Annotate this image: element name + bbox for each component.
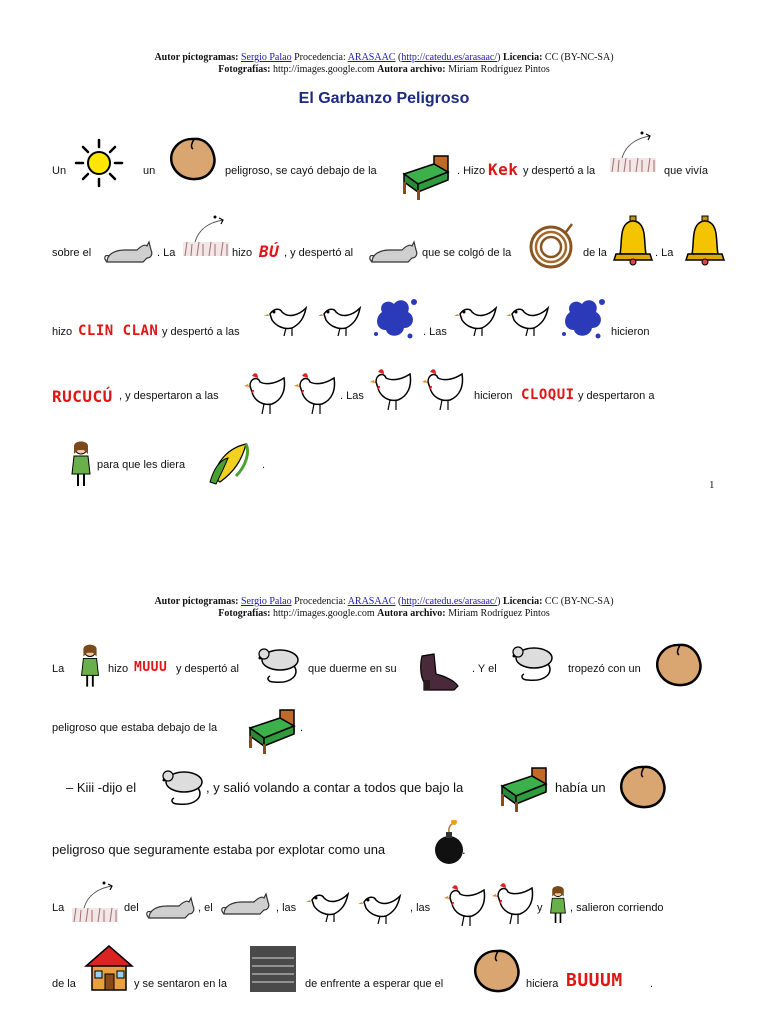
dove-icon bbox=[506, 294, 558, 340]
story-text: tropezó con un bbox=[568, 663, 641, 675]
credits-paren: ) bbox=[497, 596, 501, 607]
hen-icon bbox=[366, 364, 416, 414]
grass-icon bbox=[181, 214, 231, 264]
story-text: . Y el bbox=[472, 663, 497, 675]
rope-icon bbox=[526, 222, 576, 272]
story-text: . La bbox=[157, 247, 176, 259]
dove-icon bbox=[318, 294, 370, 340]
page-title: El Garbanzo Peligroso bbox=[298, 90, 470, 107]
hen-icon bbox=[240, 368, 290, 418]
url-link[interactable]: http://catedu.es/arasaac/ bbox=[401, 596, 498, 607]
credits-line-1 bbox=[0, 52, 768, 64]
story-text: . bbox=[262, 459, 266, 471]
bed-icon bbox=[498, 764, 552, 812]
story-text: y despertaron a bbox=[578, 390, 655, 402]
story-text: había un bbox=[555, 780, 606, 795]
credits-label: Procedencia: bbox=[294, 52, 346, 63]
story-text: que vivía bbox=[664, 165, 709, 177]
story-text: de la bbox=[52, 978, 76, 990]
credits-label: Licencia: bbox=[502, 596, 543, 607]
bench-icon bbox=[248, 944, 302, 998]
credits-paren: ( bbox=[397, 52, 402, 63]
source-link[interactable]: ARASAAC bbox=[347, 596, 396, 607]
dove-icon bbox=[264, 294, 316, 340]
hen-icon bbox=[488, 878, 538, 928]
bed-icon bbox=[400, 152, 454, 202]
story-text: . Las bbox=[340, 390, 364, 402]
source-link[interactable]: ARASAAC bbox=[347, 52, 396, 63]
sound-cloqui: CLOQUI bbox=[521, 387, 575, 403]
dove-icon bbox=[358, 882, 410, 928]
grass-icon bbox=[70, 880, 122, 932]
story-text: y despertó a la bbox=[523, 165, 596, 177]
story-text: peligroso que estaba debajo de la bbox=[52, 722, 218, 734]
credits-line-1 bbox=[0, 596, 768, 608]
chickpea-icon bbox=[470, 946, 524, 996]
file-author: Miriam Rodríguez Pintos bbox=[448, 64, 550, 75]
story-text: para que les diera bbox=[97, 459, 186, 471]
story-text: La bbox=[52, 663, 65, 675]
credits-label: Autor pictogramas: bbox=[154, 52, 239, 63]
story-text: – Kiii -dijo el bbox=[66, 780, 137, 795]
ink-blot-icon bbox=[558, 294, 608, 340]
credits-label: Fotografías: bbox=[218, 64, 271, 75]
credits-paren: ( bbox=[397, 596, 402, 607]
mouse-icon bbox=[254, 640, 306, 692]
story-text: de enfrente a esperar que el bbox=[305, 978, 444, 990]
cat-icon bbox=[145, 884, 197, 928]
corn-icon bbox=[206, 438, 258, 486]
sound-rucucu: RUCUCÚ bbox=[52, 387, 113, 406]
sun-icon bbox=[74, 138, 124, 188]
girl-icon bbox=[64, 436, 98, 490]
mouse-icon bbox=[158, 762, 210, 814]
dove-icon bbox=[454, 294, 506, 340]
page-number: 1 bbox=[709, 479, 715, 491]
credits-label: Fotografías: bbox=[218, 608, 271, 619]
story-text: un bbox=[143, 165, 156, 177]
chickpea-icon bbox=[652, 640, 704, 692]
sound-clin-clan: CLIN CLAN bbox=[78, 323, 159, 339]
credits-line-2 bbox=[0, 64, 768, 76]
story-text: , salieron corriendo bbox=[570, 902, 664, 914]
license-text: CC (BY-NC-SA) bbox=[544, 596, 614, 607]
story-text: , las bbox=[410, 902, 431, 914]
chickpea-icon bbox=[166, 134, 218, 186]
house-icon bbox=[84, 944, 136, 996]
credits-label: Autora archivo: bbox=[377, 64, 446, 75]
story-text: hizo bbox=[52, 326, 73, 338]
story-text: . Las bbox=[423, 326, 447, 338]
story-text: hicieron bbox=[611, 326, 650, 338]
story-text: La bbox=[52, 902, 65, 914]
cat-icon bbox=[368, 228, 420, 272]
story-text: . bbox=[462, 842, 466, 857]
story-text: . bbox=[300, 722, 304, 734]
story-text: , el bbox=[198, 902, 213, 914]
story-text: y despertó al bbox=[176, 663, 239, 675]
story-text: . La bbox=[655, 247, 674, 259]
credits-line-2 bbox=[0, 608, 768, 620]
story-text: , y salió volando a contar a todos que bajo la bbox=[206, 780, 464, 795]
story-text: Un bbox=[52, 165, 67, 177]
story-text: y bbox=[537, 902, 543, 914]
story-text: del bbox=[124, 902, 139, 914]
story-text: hizo bbox=[232, 247, 253, 259]
cat-icon bbox=[103, 228, 155, 272]
sound-muuu: MUUU bbox=[134, 660, 168, 675]
story-text: que duerme en su bbox=[308, 663, 397, 675]
story-text: , y despertaron a las bbox=[119, 390, 219, 402]
story-text: hicieron bbox=[474, 390, 513, 402]
sound-kek: Kek bbox=[488, 160, 519, 179]
story-text: peligroso, se cayó debajo de la bbox=[225, 165, 377, 177]
hen-icon bbox=[290, 368, 340, 418]
hen-icon bbox=[418, 364, 468, 414]
sound-buuum: BUUUM bbox=[566, 970, 623, 991]
story-text: sobre el bbox=[52, 247, 92, 259]
bell-icon bbox=[608, 214, 658, 266]
grass-icon bbox=[608, 130, 660, 180]
photos-source: http://images.google.com bbox=[272, 608, 375, 619]
ink-blot-icon bbox=[370, 294, 420, 340]
story-text: hiciera bbox=[526, 978, 559, 990]
author-link[interactable]: Sergio Palao bbox=[240, 52, 292, 63]
credits-label: Autora archivo: bbox=[377, 608, 446, 619]
story-text: , las bbox=[276, 902, 297, 914]
credits-label: Licencia: bbox=[502, 52, 543, 63]
chickpea-icon bbox=[616, 762, 668, 814]
story-text: de la bbox=[583, 247, 607, 259]
license-text: CC (BY-NC-SA) bbox=[544, 52, 614, 63]
bell-icon bbox=[680, 214, 730, 266]
story-text: hizo bbox=[108, 663, 129, 675]
photos-source: http://images.google.com bbox=[272, 64, 375, 75]
author-link[interactable]: Sergio Palao bbox=[240, 596, 292, 607]
story-text: y despertó a las bbox=[162, 326, 240, 338]
story-text: . bbox=[650, 978, 654, 990]
file-author: Miriam Rodríguez Pintos bbox=[448, 608, 550, 619]
girl-icon bbox=[74, 638, 106, 692]
credits-label: Autor pictogramas: bbox=[154, 596, 239, 607]
story-text: peligroso que seguramente estaba por explotar como una bbox=[52, 842, 386, 857]
cat-icon bbox=[220, 880, 272, 924]
sound-bu: BÚ bbox=[259, 242, 280, 261]
story-text: , y despertó al bbox=[284, 247, 354, 259]
credits-label: Procedencia: bbox=[294, 596, 346, 607]
credits-paren: ) bbox=[497, 52, 501, 63]
story-text: y se sentaron en la bbox=[134, 978, 227, 990]
girl-icon bbox=[544, 878, 572, 930]
mouse-icon bbox=[508, 638, 560, 690]
url-link[interactable]: http://catedu.es/arasaac/ bbox=[401, 52, 498, 63]
bed-icon bbox=[246, 706, 300, 754]
hen-icon bbox=[440, 880, 490, 930]
shoe-icon bbox=[414, 646, 466, 694]
story-text: que se colgó de la bbox=[422, 247, 512, 259]
story-text: . Hizo bbox=[457, 165, 486, 177]
dove-icon bbox=[306, 880, 358, 926]
